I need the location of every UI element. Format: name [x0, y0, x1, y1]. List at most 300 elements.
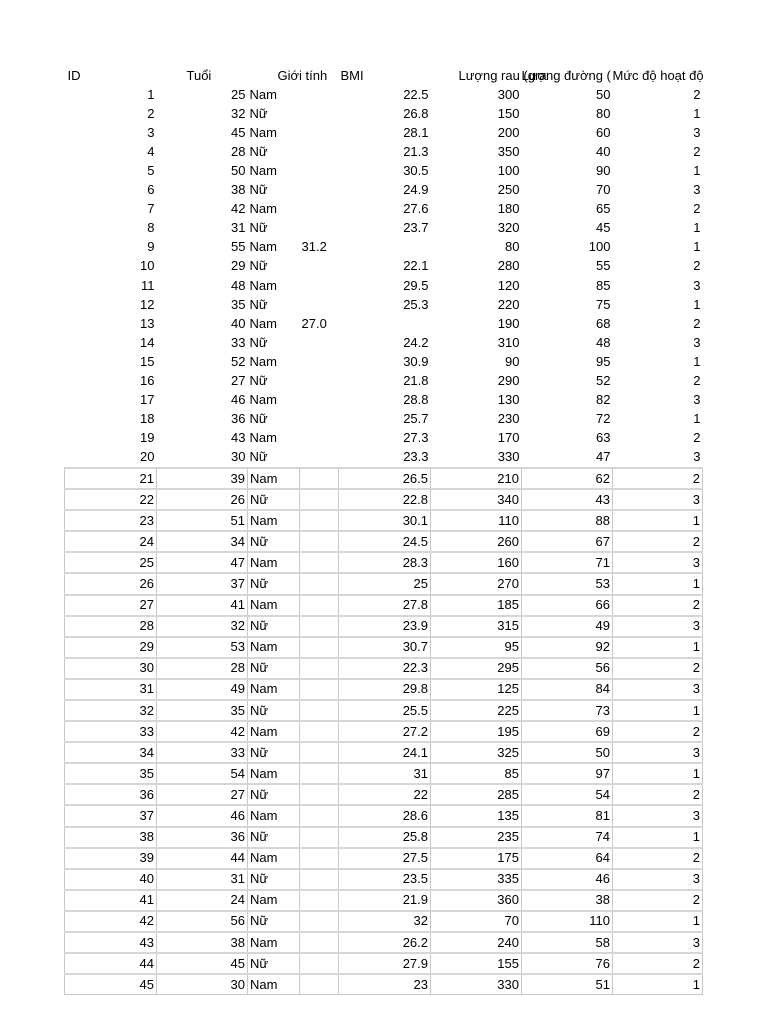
- cell-age[interactable]: 41: [157, 595, 248, 616]
- cell-vegetables[interactable]: 325: [431, 742, 522, 763]
- cell-bmi[interactable]: 24.5: [339, 531, 431, 552]
- cell-bmi[interactable]: 22.5: [403, 86, 429, 102]
- cell-activity[interactable]: 3: [613, 679, 703, 700]
- cell-bmi[interactable]: 25.7: [403, 411, 429, 427]
- cell-bmi[interactable]: 22.3: [339, 658, 431, 679]
- cell-vegetables[interactable]: 130: [497, 392, 520, 408]
- cell-bmi[interactable]: 23: [339, 974, 431, 995]
- cell-gender[interactable]: Nữ: [248, 531, 300, 552]
- cell-activity[interactable]: 3: [693, 277, 701, 293]
- cell-activity[interactable]: 1: [693, 220, 701, 236]
- cell-gender[interactable]: Nữ: [249, 373, 268, 389]
- cell-bmi-text[interactable]: [300, 974, 339, 995]
- cell-gender[interactable]: Nam: [248, 510, 300, 531]
- cell-bmi-text[interactable]: [300, 616, 339, 637]
- cell-age[interactable]: 24: [157, 890, 248, 911]
- cell-sugar[interactable]: 88: [522, 510, 613, 531]
- cell-activity[interactable]: 2: [693, 201, 701, 217]
- cell-age[interactable]: 26: [157, 489, 248, 510]
- cell-vegetables[interactable]: 235: [431, 827, 522, 848]
- cell-id[interactable]: 26: [65, 573, 157, 594]
- cell-bmi-text[interactable]: [300, 104, 339, 123]
- cell-bmi[interactable]: 21.9: [339, 890, 431, 911]
- cell-vegetables[interactable]: 300: [497, 86, 520, 102]
- cell-bmi-text[interactable]: [300, 679, 339, 700]
- cell-activity[interactable]: 2: [693, 315, 701, 331]
- cell-vegetables[interactable]: 170: [497, 430, 520, 446]
- cell-bmi-text[interactable]: [300, 352, 339, 371]
- cell-bmi-text[interactable]: [300, 637, 339, 658]
- cell-sugar[interactable]: 76: [522, 953, 613, 974]
- cell-bmi-text[interactable]: [300, 552, 339, 573]
- cell-bmi-text[interactable]: [300, 658, 339, 679]
- cell-vegetables[interactable]: 320: [497, 220, 520, 236]
- cell-bmi-text[interactable]: [300, 573, 339, 594]
- cell-activity[interactable]: 3: [613, 489, 703, 510]
- cell-activity[interactable]: 3: [693, 182, 701, 198]
- cell-gender[interactable]: Nam: [249, 430, 277, 446]
- cell-id[interactable]: 1: [147, 86, 155, 102]
- cell-sugar[interactable]: 90: [596, 163, 611, 179]
- cell-gender[interactable]: Nam: [249, 163, 277, 179]
- cell-gender[interactable]: Nam: [248, 890, 300, 911]
- cell-vegetables[interactable]: 90: [505, 353, 520, 369]
- cell-sugar[interactable]: 53: [522, 573, 613, 594]
- cell-sugar[interactable]: 85: [596, 277, 611, 293]
- cell-id[interactable]: 2: [147, 105, 155, 121]
- cell-gender[interactable]: Nam: [249, 277, 277, 293]
- cell-bmi[interactable]: 30.1: [339, 510, 431, 531]
- cell-vegetables[interactable]: 295: [431, 658, 522, 679]
- cell-bmi-text[interactable]: [300, 805, 339, 826]
- cell-activity[interactable]: 3: [613, 932, 703, 953]
- cell-activity[interactable]: 3: [693, 449, 701, 465]
- cell-sugar[interactable]: 92: [522, 637, 613, 658]
- cell-vegetables[interactable]: 95: [431, 637, 522, 658]
- cell-gender[interactable]: Nữ: [248, 953, 300, 974]
- cell-activity[interactable]: 2: [693, 143, 701, 159]
- cell-id[interactable]: 29: [65, 637, 157, 658]
- cell-activity[interactable]: 1: [693, 353, 701, 369]
- cell-id[interactable]: 34: [65, 742, 157, 763]
- column-header-id[interactable]: ID: [67, 67, 81, 83]
- cell-bmi[interactable]: 27.2: [339, 721, 431, 742]
- cell-vegetables[interactable]: 175: [431, 848, 522, 869]
- cell-id[interactable]: 25: [65, 552, 157, 573]
- cell-gender[interactable]: Nam: [248, 805, 300, 826]
- cell-age[interactable]: 27: [157, 784, 248, 805]
- cell-activity[interactable]: 3: [613, 616, 703, 637]
- cell-sugar[interactable]: 72: [596, 411, 611, 427]
- cell-gender[interactable]: Nữ: [249, 220, 268, 236]
- cell-bmi-text[interactable]: [300, 890, 339, 911]
- cell-vegetables[interactable]: 280: [497, 258, 520, 274]
- cell-gender[interactable]: Nam: [249, 239, 277, 255]
- cell-id[interactable]: 27: [65, 595, 157, 616]
- cell-bmi-text[interactable]: [300, 85, 339, 104]
- cell-bmi-text[interactable]: [300, 869, 339, 890]
- cell-bmi-text[interactable]: [300, 200, 339, 219]
- cell-sugar[interactable]: 73: [522, 700, 613, 721]
- cell-id[interactable]: 4: [147, 143, 155, 159]
- cell-vegetables[interactable]: 155: [431, 953, 522, 974]
- cell-activity[interactable]: 2: [693, 86, 701, 102]
- cell-vegetables[interactable]: 120: [497, 277, 520, 293]
- cell-sugar[interactable]: 40: [596, 143, 611, 159]
- cell-id[interactable]: 8: [147, 220, 155, 236]
- cell-activity[interactable]: 2: [613, 531, 703, 552]
- cell-vegetables[interactable]: 180: [497, 201, 520, 217]
- cell-bmi-text[interactable]: [300, 333, 339, 352]
- cell-age[interactable]: 56: [157, 911, 248, 932]
- cell-vegetables[interactable]: 250: [497, 182, 520, 198]
- cell-sugar[interactable]: 54: [522, 784, 613, 805]
- cell-bmi-text[interactable]: [300, 489, 339, 510]
- cell-bmi[interactable]: 32: [339, 911, 431, 932]
- cell-activity[interactable]: 2: [613, 595, 703, 616]
- cell-gender[interactable]: Nữ: [248, 573, 300, 594]
- cell-sugar[interactable]: 49: [522, 616, 613, 637]
- cell-age[interactable]: 38: [231, 182, 246, 198]
- cell-bmi-text[interactable]: [300, 161, 339, 180]
- cell-gender[interactable]: Nữ: [249, 182, 268, 198]
- cell-age[interactable]: 43: [231, 430, 246, 446]
- cell-sugar[interactable]: 51: [522, 974, 613, 995]
- cell-vegetables[interactable]: 210: [431, 468, 522, 489]
- cell-age[interactable]: 52: [231, 353, 246, 369]
- cell-gender[interactable]: Nam: [248, 679, 300, 700]
- cell-sugar[interactable]: 62: [522, 468, 613, 489]
- cell-bmi-text[interactable]: [300, 721, 339, 742]
- cell-bmi[interactable]: 30.5: [403, 163, 429, 179]
- cell-sugar[interactable]: 84: [522, 679, 613, 700]
- cell-gender[interactable]: Nam: [248, 595, 300, 616]
- cell-vegetables[interactable]: 225: [431, 700, 522, 721]
- cell-gender[interactable]: Nữ: [248, 827, 300, 848]
- cell-activity[interactable]: 3: [613, 742, 703, 763]
- cell-sugar[interactable]: 67: [522, 531, 613, 552]
- cell-bmi-text[interactable]: [300, 531, 339, 552]
- cell-age[interactable]: 30: [231, 449, 246, 465]
- cell-id[interactable]: 41: [65, 890, 157, 911]
- cell-age[interactable]: 51: [157, 510, 248, 531]
- cell-bmi[interactable]: 28.3: [339, 552, 431, 573]
- cell-bmi-text[interactable]: [300, 827, 339, 848]
- cell-age[interactable]: 29: [231, 258, 246, 274]
- cell-vegetables[interactable]: 150: [497, 105, 520, 121]
- cell-vegetables[interactable]: 80: [505, 239, 520, 255]
- cell-bmi[interactable]: 23.3: [403, 449, 429, 465]
- cell-vegetables[interactable]: 290: [497, 373, 520, 389]
- cell-age[interactable]: 40: [231, 315, 246, 331]
- cell-bmi-text[interactable]: [300, 911, 339, 932]
- cell-bmi-text[interactable]: [300, 742, 339, 763]
- cell-sugar[interactable]: 100: [588, 239, 611, 255]
- cell-vegetables[interactable]: 350: [497, 143, 520, 159]
- cell-bmi-text[interactable]: [300, 410, 339, 429]
- cell-bmi-text[interactable]: [300, 372, 339, 391]
- cell-age[interactable]: 33: [231, 334, 246, 350]
- cell-vegetables[interactable]: 260: [431, 531, 522, 552]
- cell-bmi-text[interactable]: [300, 510, 339, 531]
- cell-id[interactable]: 20: [140, 449, 155, 465]
- cell-bmi[interactable]: 25.5: [339, 700, 431, 721]
- cell-age[interactable]: 37: [157, 573, 248, 594]
- cell-vegetables[interactable]: 195: [431, 721, 522, 742]
- cell-vegetables[interactable]: 330: [497, 449, 520, 465]
- cell-age[interactable]: 55: [231, 239, 246, 255]
- cell-bmi[interactable]: 27.8: [339, 595, 431, 616]
- cell-age[interactable]: 38: [157, 932, 248, 953]
- cell-gender[interactable]: Nam: [249, 124, 277, 140]
- cell-sugar[interactable]: 50: [596, 86, 611, 102]
- cell-id[interactable]: 30: [65, 658, 157, 679]
- cell-activity[interactable]: 2: [613, 848, 703, 869]
- cell-vegetables[interactable]: 110: [431, 510, 522, 531]
- cell-id[interactable]: 21: [65, 468, 157, 489]
- cell-bmi-text[interactable]: 31.2: [301, 239, 327, 255]
- cell-gender[interactable]: Nữ: [248, 742, 300, 763]
- cell-age[interactable]: 34: [157, 531, 248, 552]
- cell-bmi[interactable]: 27.5: [339, 848, 431, 869]
- cell-id[interactable]: 5: [147, 163, 155, 179]
- cell-bmi[interactable]: 22.1: [403, 258, 429, 274]
- cell-activity[interactable]: 3: [613, 805, 703, 826]
- cell-gender[interactable]: Nữ: [249, 449, 268, 465]
- cell-vegetables[interactable]: 340: [431, 489, 522, 510]
- cell-id[interactable]: 37: [65, 805, 157, 826]
- cell-age[interactable]: 46: [157, 805, 248, 826]
- cell-age[interactable]: 49: [157, 679, 248, 700]
- cell-bmi[interactable]: 23.7: [403, 220, 429, 236]
- cell-bmi-text[interactable]: [300, 595, 339, 616]
- cell-sugar[interactable]: 52: [596, 373, 611, 389]
- cell-activity[interactable]: 1: [613, 974, 703, 995]
- cell-gender[interactable]: Nữ: [249, 296, 268, 312]
- cell-age[interactable]: 42: [231, 201, 246, 217]
- cell-sugar[interactable]: 75: [596, 296, 611, 312]
- cell-sugar[interactable]: 65: [596, 201, 611, 217]
- cell-bmi[interactable]: 22.8: [339, 489, 431, 510]
- cell-age[interactable]: 33: [157, 742, 248, 763]
- cell-age[interactable]: 47: [157, 552, 248, 573]
- cell-bmi-text[interactable]: [300, 448, 339, 468]
- cell-sugar[interactable]: 97: [522, 763, 613, 784]
- cell-gender[interactable]: Nam: [248, 763, 300, 784]
- cell-bmi-text[interactable]: [300, 763, 339, 784]
- cell-activity[interactable]: 1: [613, 827, 703, 848]
- column-header-sugar[interactable]: Lượng đường (: [521, 67, 611, 83]
- cell-id[interactable]: 14: [140, 334, 155, 350]
- cell-sugar[interactable]: 60: [596, 124, 611, 140]
- cell-id[interactable]: 38: [65, 827, 157, 848]
- cell-activity[interactable]: 2: [613, 658, 703, 679]
- cell-vegetables[interactable]: 185: [431, 595, 522, 616]
- cell-age[interactable]: 54: [157, 763, 248, 784]
- cell-id[interactable]: 24: [65, 531, 157, 552]
- cell-bmi[interactable]: 23.5: [339, 869, 431, 890]
- cell-vegetables[interactable]: 135: [431, 805, 522, 826]
- cell-bmi[interactable]: 22: [339, 784, 431, 805]
- cell-activity[interactable]: 1: [613, 573, 703, 594]
- cell-sugar[interactable]: 66: [522, 595, 613, 616]
- column-header-gender[interactable]: Giới tính: [277, 67, 328, 83]
- cell-sugar[interactable]: 47: [596, 449, 611, 465]
- cell-gender[interactable]: Nam: [249, 86, 277, 102]
- cell-vegetables[interactable]: 200: [497, 124, 520, 140]
- cell-activity[interactable]: 3: [613, 552, 703, 573]
- cell-gender[interactable]: Nữ: [248, 869, 300, 890]
- cell-age[interactable]: 53: [157, 637, 248, 658]
- cell-bmi-text[interactable]: [300, 932, 339, 953]
- cell-age[interactable]: 25: [231, 86, 246, 102]
- cell-sugar[interactable]: 68: [596, 315, 611, 331]
- cell-age[interactable]: 44: [157, 848, 248, 869]
- cell-vegetables[interactable]: 230: [497, 411, 520, 427]
- cell-activity[interactable]: 1: [693, 105, 701, 121]
- cell-bmi-text[interactable]: [300, 953, 339, 974]
- cell-gender[interactable]: Nam: [248, 932, 300, 953]
- cell-sugar[interactable]: 74: [522, 827, 613, 848]
- cell-bmi[interactable]: 23.9: [339, 616, 431, 637]
- cell-activity[interactable]: 3: [693, 334, 701, 350]
- cell-bmi-text[interactable]: 27.0: [301, 315, 327, 331]
- cell-activity[interactable]: 1: [693, 163, 701, 179]
- cell-vegetables[interactable]: 315: [431, 616, 522, 637]
- cell-id[interactable]: 31: [65, 679, 157, 700]
- cell-bmi-text[interactable]: [300, 429, 339, 448]
- cell-bmi[interactable]: 30.7: [339, 637, 431, 658]
- cell-age[interactable]: 31: [157, 869, 248, 890]
- cell-sugar[interactable]: 38: [522, 890, 613, 911]
- cell-bmi[interactable]: 21.8: [403, 373, 429, 389]
- cell-activity[interactable]: 1: [693, 411, 701, 427]
- cell-sugar[interactable]: 70: [596, 182, 611, 198]
- cell-sugar[interactable]: 80: [596, 105, 611, 121]
- cell-gender[interactable]: Nữ: [248, 784, 300, 805]
- cell-sugar[interactable]: 56: [522, 658, 613, 679]
- cell-bmi-text[interactable]: [300, 784, 339, 805]
- cell-activity[interactable]: 2: [613, 890, 703, 911]
- cell-vegetables[interactable]: 335: [431, 869, 522, 890]
- cell-sugar[interactable]: 64: [522, 848, 613, 869]
- cell-id[interactable]: 13: [140, 315, 155, 331]
- cell-activity[interactable]: 3: [693, 392, 701, 408]
- cell-vegetables[interactable]: 240: [431, 932, 522, 953]
- cell-id[interactable]: 6: [147, 182, 155, 198]
- cell-gender[interactable]: Nam: [248, 637, 300, 658]
- cell-age[interactable]: 48: [231, 277, 246, 293]
- cell-bmi[interactable]: 21.3: [403, 143, 429, 159]
- cell-activity[interactable]: 1: [613, 700, 703, 721]
- cell-sugar[interactable]: 45: [596, 220, 611, 236]
- cell-id[interactable]: 45: [65, 974, 157, 995]
- cell-id[interactable]: 42: [65, 911, 157, 932]
- cell-bmi-text[interactable]: [300, 219, 339, 238]
- cell-activity[interactable]: 3: [693, 124, 701, 140]
- cell-age[interactable]: 36: [157, 827, 248, 848]
- cell-id[interactable]: 19: [140, 430, 155, 446]
- cell-activity[interactable]: 1: [613, 763, 703, 784]
- cell-age[interactable]: 45: [231, 124, 246, 140]
- cell-gender[interactable]: Nam: [248, 848, 300, 869]
- cell-gender[interactable]: Nam: [249, 392, 277, 408]
- cell-age[interactable]: 30: [157, 974, 248, 995]
- cell-vegetables[interactable]: 220: [497, 296, 520, 312]
- cell-age[interactable]: 45: [157, 953, 248, 974]
- cell-vegetables[interactable]: 160: [431, 552, 522, 573]
- cell-gender[interactable]: Nữ: [248, 616, 300, 637]
- column-header-activity[interactable]: Mức độ hoạt độ: [612, 67, 704, 83]
- cell-vegetables[interactable]: 70: [431, 911, 522, 932]
- cell-sugar[interactable]: 58: [522, 932, 613, 953]
- cell-bmi-text[interactable]: [300, 848, 339, 869]
- cell-vegetables[interactable]: 100: [497, 163, 520, 179]
- cell-gender[interactable]: Nữ: [248, 911, 300, 932]
- cell-bmi[interactable]: 25.8: [339, 827, 431, 848]
- cell-bmi[interactable]: 31: [339, 763, 431, 784]
- cell-activity[interactable]: 1: [613, 911, 703, 932]
- cell-gender[interactable]: Nữ: [249, 105, 268, 121]
- cell-id[interactable]: 40: [65, 869, 157, 890]
- cell-activity[interactable]: 1: [613, 510, 703, 531]
- cell-sugar[interactable]: 43: [522, 489, 613, 510]
- cell-bmi-text[interactable]: [300, 468, 339, 489]
- cell-id[interactable]: 35: [65, 763, 157, 784]
- cell-bmi[interactable]: 26.8: [403, 105, 429, 121]
- cell-sugar[interactable]: 110: [522, 911, 613, 932]
- cell-bmi[interactable]: 25: [339, 573, 431, 594]
- cell-id[interactable]: 36: [65, 784, 157, 805]
- cell-id[interactable]: 9: [147, 239, 155, 255]
- cell-bmi-text[interactable]: [300, 123, 339, 142]
- cell-bmi[interactable]: 28.6: [339, 805, 431, 826]
- cell-bmi-text[interactable]: [300, 181, 339, 200]
- cell-vegetables[interactable]: 360: [431, 890, 522, 911]
- cell-bmi-text[interactable]: [300, 295, 339, 314]
- cell-id[interactable]: 28: [65, 616, 157, 637]
- cell-gender[interactable]: Nữ: [249, 258, 268, 274]
- cell-bmi[interactable]: [339, 314, 431, 333]
- cell-age[interactable]: 50: [231, 163, 246, 179]
- cell-id[interactable]: 7: [147, 201, 155, 217]
- cell-gender[interactable]: Nam: [248, 468, 300, 489]
- cell-activity[interactable]: 3: [613, 869, 703, 890]
- cell-activity[interactable]: 2: [613, 784, 703, 805]
- cell-id[interactable]: 3: [147, 124, 155, 140]
- cell-activity[interactable]: 1: [693, 296, 701, 312]
- cell-gender[interactable]: Nam: [249, 315, 277, 331]
- cell-id[interactable]: 23: [65, 510, 157, 531]
- cell-sugar[interactable]: 55: [596, 258, 611, 274]
- cell-age[interactable]: 35: [157, 700, 248, 721]
- cell-vegetables[interactable]: 270: [431, 573, 522, 594]
- cell-vegetables[interactable]: 310: [497, 334, 520, 350]
- cell-sugar[interactable]: 46: [522, 869, 613, 890]
- column-header-vegetables[interactable]: Lượng rau (gra: [458, 67, 547, 83]
- cell-gender[interactable]: Nữ: [248, 489, 300, 510]
- cell-bmi[interactable]: 27.9: [339, 953, 431, 974]
- cell-bmi-text[interactable]: [300, 391, 339, 410]
- cell-age[interactable]: 42: [157, 721, 248, 742]
- cell-bmi[interactable]: 27.6: [403, 201, 429, 217]
- cell-id[interactable]: 33: [65, 721, 157, 742]
- cell-gender[interactable]: Nữ: [249, 411, 268, 427]
- cell-bmi[interactable]: 28.1: [403, 124, 429, 140]
- cell-bmi[interactable]: 24.1: [339, 742, 431, 763]
- cell-age[interactable]: 27: [231, 373, 246, 389]
- cell-id[interactable]: 32: [65, 700, 157, 721]
